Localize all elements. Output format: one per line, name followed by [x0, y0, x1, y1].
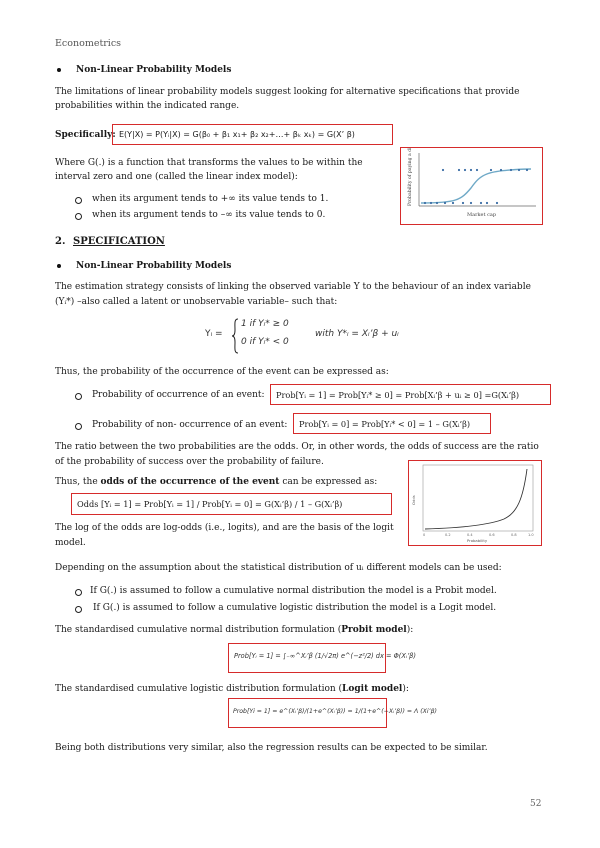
- svg-text:0.2: 0.2: [445, 533, 451, 537]
- left-brace: [231, 318, 239, 354]
- odds-intro-pre: Thus, the: [55, 477, 101, 487]
- probit-formula: Prob[Yᵢ = 1] = ∫₋∞^Xᵢ’β (1/√2π) e^(−z²/2) dx = Φ(Xᵢ’β): [234, 652, 416, 660]
- section-number: 2.: [55, 236, 66, 247]
- svg-text:0: 0: [423, 533, 426, 537]
- list-item: when its argument tends to –∞ its value tends to 0.: [92, 210, 326, 220]
- running-header: Econometrics: [55, 38, 122, 49]
- paragraph-line: Depending on the assumption about the statistical distribution of uᵢ different models can be used:: [55, 563, 502, 573]
- specifically-label: Specifically:: [55, 130, 116, 140]
- latent-case-zero: 0 if Yᵢ* < 0: [241, 337, 289, 347]
- svg-text:0.8: 0.8: [511, 533, 517, 537]
- paragraph-line: model.: [55, 538, 86, 548]
- list-item: when its argument tends to +∞ its value tends to 1.: [92, 194, 329, 204]
- svg-text:0.6: 0.6: [489, 533, 495, 537]
- svg-text:0.4: 0.4: [467, 533, 473, 537]
- odds-intro: [55, 476, 377, 488]
- logit-formula-box: [228, 698, 437, 728]
- specification-formula-box: [112, 124, 393, 145]
- paragraph-line: The estimation strategy consists of linking the observed variable Y to the behaviour of an index variable: [55, 282, 531, 292]
- circle-bullet: [75, 606, 82, 613]
- y-axis-label: Probability of paying a dividend: [408, 148, 413, 206]
- s-curve-figure: [400, 147, 543, 225]
- nonoccurrence-formula: Prob[Yᵢ = 0] = Prob[Yᵢ* < 0] = 1 – G(Xᵢ’β): [299, 419, 471, 429]
- section-subheading: Non-Linear Probability Models: [76, 261, 232, 271]
- nonoccurrence-label: Probability of non- occurrence of an event:: [92, 420, 288, 430]
- bullet-dot: [57, 264, 61, 268]
- paragraph-line: of the probability of success over the probability of failure.: [55, 457, 324, 467]
- probit-formula-box: [228, 643, 416, 673]
- x-axis-label: Market cap: [467, 212, 497, 218]
- x-ticks: [423, 533, 534, 537]
- list-item: If G(.) is assumed to follow a cumulative normal distribution the model is a Probit model.: [90, 586, 497, 596]
- occurrence-label: Probability of occurrence of an event:: [92, 390, 265, 400]
- x-axis-label: Probability: [467, 538, 488, 543]
- page-number: 52: [530, 799, 542, 809]
- odds-intro-post: can be expressed as:: [279, 477, 378, 487]
- circle-bullet: [75, 589, 82, 596]
- odds-curve: [425, 469, 527, 529]
- occurrence-formula: Prob[Yᵢ = 1] = Prob[Yᵢ* ≥ 0] = Prob[Xᵢ’β + uᵢ ≥ 0] =G(Xᵢ’β): [276, 390, 520, 400]
- logit-formula: Prob[Yi = 1] = e^(Xᵢ’β)/(1+e^(Xᵢ’β)) = 1/(1+e^(−Xᵢ’β)) = Λ (Xi’β): [233, 708, 437, 715]
- paragraph-line: probabilities within the indicated range.: [55, 101, 240, 111]
- bullet-dot: [57, 68, 61, 72]
- s-curve-chart: [401, 148, 541, 223]
- odds-chart: [409, 461, 540, 544]
- circle-bullet: [75, 213, 82, 220]
- probit-intro-pre: The standardised cumulative normal distribution formulation (: [55, 625, 342, 635]
- logit-intro-bold: Logit model: [342, 684, 403, 694]
- latent-variable-equation: [205, 316, 445, 356]
- odds-intro-bold: odds of the occurrence of the event: [100, 477, 280, 487]
- latent-lhs: Yᵢ =: [205, 329, 223, 339]
- probit-intro: [55, 624, 413, 636]
- paragraph-line: The log of the odds are log-odds (i.e., logits), and are the basis of the logit: [55, 523, 394, 533]
- paragraph-line: Where G(.) is a function that transforms the values to be within the: [55, 158, 363, 168]
- circle-bullet: [75, 393, 82, 400]
- occurrence-formula-box: [270, 384, 551, 405]
- section-title: SPECIFICATION: [73, 236, 165, 247]
- paragraph-line: The limitations of linear probability models suggest looking for alternative specifications that provide: [55, 87, 520, 97]
- latent-case-one: 1 if Yᵢ* ≥ 0: [241, 319, 289, 329]
- probit-intro-post: ):: [406, 625, 414, 635]
- svg-text:1.0: 1.0: [528, 533, 534, 537]
- paragraph-line: interval zero and one (called the linear index model):: [55, 172, 298, 182]
- paragraph-line: The ratio between the two probabilities are the odds. Or, in other words, the odds of success are the ratio: [55, 442, 539, 452]
- latent-definition: with Y*ᵢ = Xᵢ’β + uᵢ: [315, 329, 399, 339]
- plot-frame: [423, 465, 533, 531]
- list-item: If G(.) is assumed to follow a cumulative logistic distribution the model is a Logit model.: [93, 603, 497, 613]
- odds-formula-box: [71, 493, 392, 515]
- paragraph-line: (Yᵢ*) –also called a latent or unobservable variable– such that:: [55, 297, 338, 307]
- circle-bullet: [75, 423, 82, 430]
- logistic-curve: [421, 169, 531, 203]
- paragraph-line: Being both distributions very similar, also the regression results can be expected to be similar.: [55, 743, 488, 753]
- probit-intro-bold: Probit model: [341, 625, 407, 635]
- odds-figure: [408, 460, 542, 546]
- logit-intro-pre: The standardised cumulative logistic distribution formulation (: [55, 684, 343, 694]
- logit-intro: [55, 683, 409, 695]
- nonoccurrence-formula-box: [293, 413, 491, 434]
- specification-formula: E(Y|X) = P(Yᵢ|X) = G(β₀ + β₁ x₁+ β₂ x₂+…+ βₖ xₖ) = G(X’ β): [119, 130, 355, 139]
- paragraph-line: Thus, the probability of the occurrence of the event can be expressed as:: [55, 367, 389, 377]
- section-subheading: Non-Linear Probability Models: [76, 65, 232, 75]
- y-axis-label: Odds: [411, 495, 416, 505]
- logit-intro-post: ):: [402, 684, 409, 694]
- circle-bullet: [75, 197, 82, 204]
- odds-formula: Odds [Yᵢ = 1] = Prob[Yᵢ = 1] / Prob[Yᵢ = 0] = G(Xᵢ’β) / 1 – G(Xᵢ’β): [77, 499, 343, 509]
